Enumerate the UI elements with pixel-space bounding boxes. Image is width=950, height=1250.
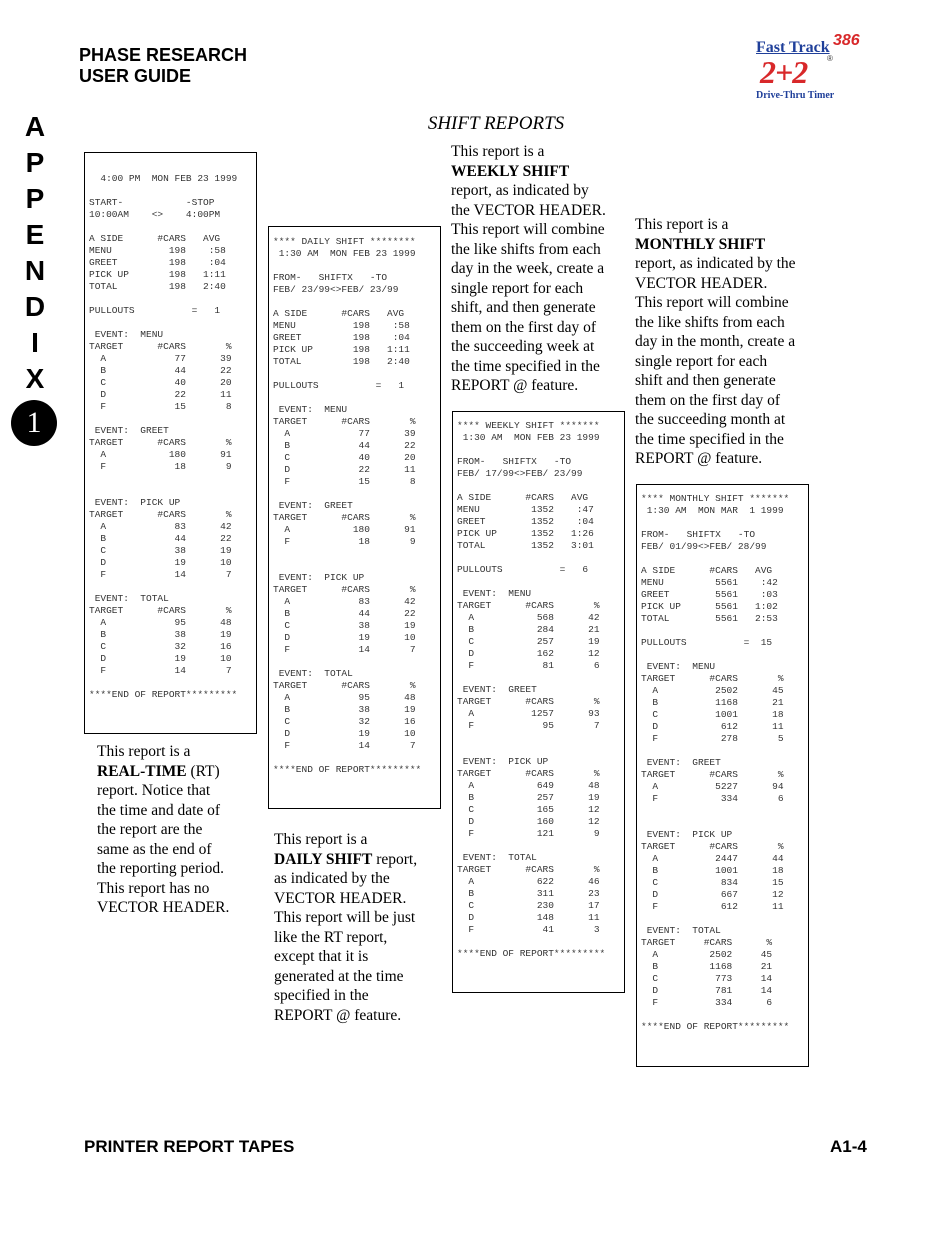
appendix-letter: D <box>24 291 46 322</box>
daily-tape-text: **** DAILY SHIFT ******** 1:30 AM MON FEB 23 1999 FROM- SHIFTX -TO FEB/ 23/99<>FEB/ 23/99 A SIDE #CARS AVG MENU 198 :58 GREET 198 :04 PICK UP 198 1:11 TOTAL 198 2:40 PULLOUTS = 1 EVENT: MENU TARGET #CARS % A 77 39 B 44 22 C 40 20 D 22 11 F 15 8 EVENT: GREET TARGET #CARS % A 180 91 F 18 9 EVENT: PICK UP TARGET #CARS % A 83 42 B 44 22 C 38 19 D 19 10 F 14 7 EVENT: TOTAL TARGET #CARS % A 95 48 B 38 19 C 32 16 D 19 10 F 14 7 ****END OF REPORT********* <box>273 236 422 775</box>
desc-bold-term: WEEKLY SHIFT <box>451 162 570 180</box>
desc-line: VECTOR HEADER. <box>274 889 407 907</box>
logo-superscript: 386 <box>833 32 860 49</box>
desc-line: generated at the time <box>274 967 404 985</box>
page-title: SHIFT REPORTS <box>427 113 565 134</box>
appendix-letter: A <box>24 111 46 142</box>
appendix-number-badge: 1 <box>11 400 57 446</box>
desc-line: the succeeding month at <box>635 411 786 428</box>
realtime-report-tape <box>84 152 257 734</box>
appendix-letter: X <box>25 363 45 394</box>
desc-line: day in the month, create a <box>635 333 796 350</box>
header-guide: USER GUIDE <box>79 66 192 86</box>
desc-text: (RT) <box>186 762 220 780</box>
desc-line: This report is a <box>451 143 545 160</box>
logo-brand: Fast Track <box>756 39 830 56</box>
fast-track-logo <box>752 32 864 104</box>
desc-line: shift, and then generate <box>451 299 596 316</box>
desc-line: day in the week, create a <box>451 260 605 277</box>
desc-line: the time and date of <box>97 801 221 819</box>
desc-line: VECTOR HEADER. <box>635 274 768 292</box>
desc-line: single report for each <box>635 352 768 370</box>
desc-line: single report for each <box>451 279 584 297</box>
desc-text: report, <box>372 850 418 868</box>
desc-line: the succeeding week at <box>451 338 595 355</box>
page-number: A1-4 <box>830 1137 867 1156</box>
desc-line: as indicated by the <box>274 870 390 887</box>
monthly-tape-text: **** MONTHLY SHIFT ******* 1:30 AM MON MAR 1 1999 FROM- SHIFTX -TO FEB/ 01/99<>FEB/ 28/99 A SIDE #CARS AVG MENU 5561 :42 GREET 5561 :03 PICK UP 5561 1:02 TOTAL 5561 2:53 PULLOUTS = 15 EVENT: MENU TARGET #CARS % A 2502 45 B 1168 21 C 1001 18 D 612 11 F 278 5 EVENT: GREET TARGET #CARS % A 5227 94 F 334 6 EVENT: PICK UP TARGET #CARS % A 2447 44 B 1001 18 C 834 15 D 667 12 F 612 11 EVENT: TOTAL TARGET #CARS % A 2502 45 B 1168 21 C 773 14 D 781 14 F 334 6 ****END OF REPORT********* <box>641 493 790 1032</box>
logo-subtitle: Drive-Thru Timer <box>756 90 835 101</box>
header-company: PHASE RESEARCH <box>79 45 248 65</box>
appendix-letter: I <box>31 327 39 358</box>
desc-line <box>274 850 417 870</box>
weekly-report-tape <box>452 411 625 993</box>
desc-line: the like shifts from each <box>635 313 785 331</box>
desc-line: shift and then generate <box>635 372 776 389</box>
desc-line: them on the first day of <box>451 318 597 336</box>
document-header <box>79 45 247 87</box>
desc-line: except that it is <box>274 948 369 965</box>
desc-line: the VECTOR HEADER. <box>451 201 606 219</box>
logo-mark: 2+2 <box>760 54 808 90</box>
appendix-letter: P <box>25 183 45 214</box>
footer-section-title: PRINTER REPORT TAPES <box>84 1137 295 1156</box>
desc-line: This report will be just <box>274 909 416 926</box>
weekly-tape-text: **** WEEKLY SHIFT ******* 1:30 AM MON FEB 23 1999 FROM- SHIFTX -TO FEB/ 17/99<>FEB/ 23/99 A SIDE #CARS AVG MENU 1352 :47 GREET 1352 :04 PICK UP 1352 1:26 TOTAL 1352 3:01 PULLOUTS = 6 EVENT: MENU TARGET #CARS % A 568 42 B 284 21 C 257 19 D 162 12 F 81 6 EVENT: GREET TARGET #CARS % A 1257 93 F 95 7 EVENT: PICK UP TARGET #CARS % A 649 48 B 257 19 C 165 12 D 160 12 F 121 9 EVENT: TOTAL TARGET #CARS % A 622 46 B 311 23 C 230 17 D 148 11 F 41 3 ****END OF REPORT********* <box>457 420 606 959</box>
desc-bold-term: REAL-TIME <box>97 762 187 780</box>
desc-line: specified in the <box>274 987 369 1004</box>
desc-line <box>451 162 606 182</box>
desc-line: This report will combine <box>635 294 789 311</box>
appendix-letter: P <box>25 147 45 178</box>
desc-line: report. Notice that <box>97 782 211 799</box>
desc-line: REPORT @ feature. <box>635 450 763 467</box>
desc-line: This report is a <box>274 831 368 848</box>
desc-line: This report has no <box>97 879 210 897</box>
appendix-letter: E <box>25 219 45 250</box>
realtime-description <box>97 742 229 918</box>
desc-line: report, as indicated by the <box>635 255 796 272</box>
desc-line: same as the end of <box>97 840 212 858</box>
weekly-description <box>451 142 606 396</box>
desc-line: the time specified in the <box>635 430 784 448</box>
desc-line: This report is a <box>97 743 191 760</box>
desc-bold-term: MONTHLY SHIFT <box>635 235 766 253</box>
desc-line: REPORT @ feature. <box>451 377 579 394</box>
monthly-description <box>635 215 796 469</box>
desc-line: the time specified in the <box>451 357 600 375</box>
desc-line: This report will combine <box>451 221 605 238</box>
monthly-report-tape <box>636 484 809 1067</box>
desc-line: the like shifts from each <box>451 240 601 258</box>
desc-line: like the RT report, <box>274 928 388 946</box>
desc-line: VECTOR HEADER. <box>97 899 230 916</box>
desc-line <box>635 235 796 255</box>
realtime-tape-text: 4:00 PM MON FEB 23 1999 START- -STOP 10:00AM <> 4:00PM A SIDE #CARS AVG MENU 198 :58 GREET 198 :04 PICK UP 198 1:11 TOTAL 198 2:40 PULLOUTS = 1 EVENT: MENU TARGET #CARS % A 77 39 B 44 22 C 40 20 D 22 11 F 15 8 EVENT: GREET TARGET #CARS % A 180 91 F 18 9 EVENT: PICK UP TARGET #CARS % A 83 42 B 44 22 C 38 19 D 19 10 F 14 7 EVENT: TOTAL TARGET #CARS % A 95 48 B 38 19 C 32 16 D 19 10 F 14 7 ****END OF REPORT********* <box>89 173 238 700</box>
daily-report-tape <box>268 226 441 809</box>
desc-line: REPORT @ feature. <box>274 1006 402 1024</box>
desc-line: This report is a <box>635 216 729 233</box>
desc-line <box>97 762 229 782</box>
appendix-letter: N <box>24 255 46 286</box>
daily-description <box>274 830 417 1025</box>
desc-bold-term: DAILY SHIFT <box>274 850 373 868</box>
desc-line: the report are the <box>97 821 203 838</box>
desc-line: report, as indicated by <box>451 182 589 199</box>
desc-line: the reporting period. <box>97 860 224 877</box>
desc-line: them on the first day of <box>635 391 781 409</box>
logo-registered-mark: ® <box>827 54 833 63</box>
